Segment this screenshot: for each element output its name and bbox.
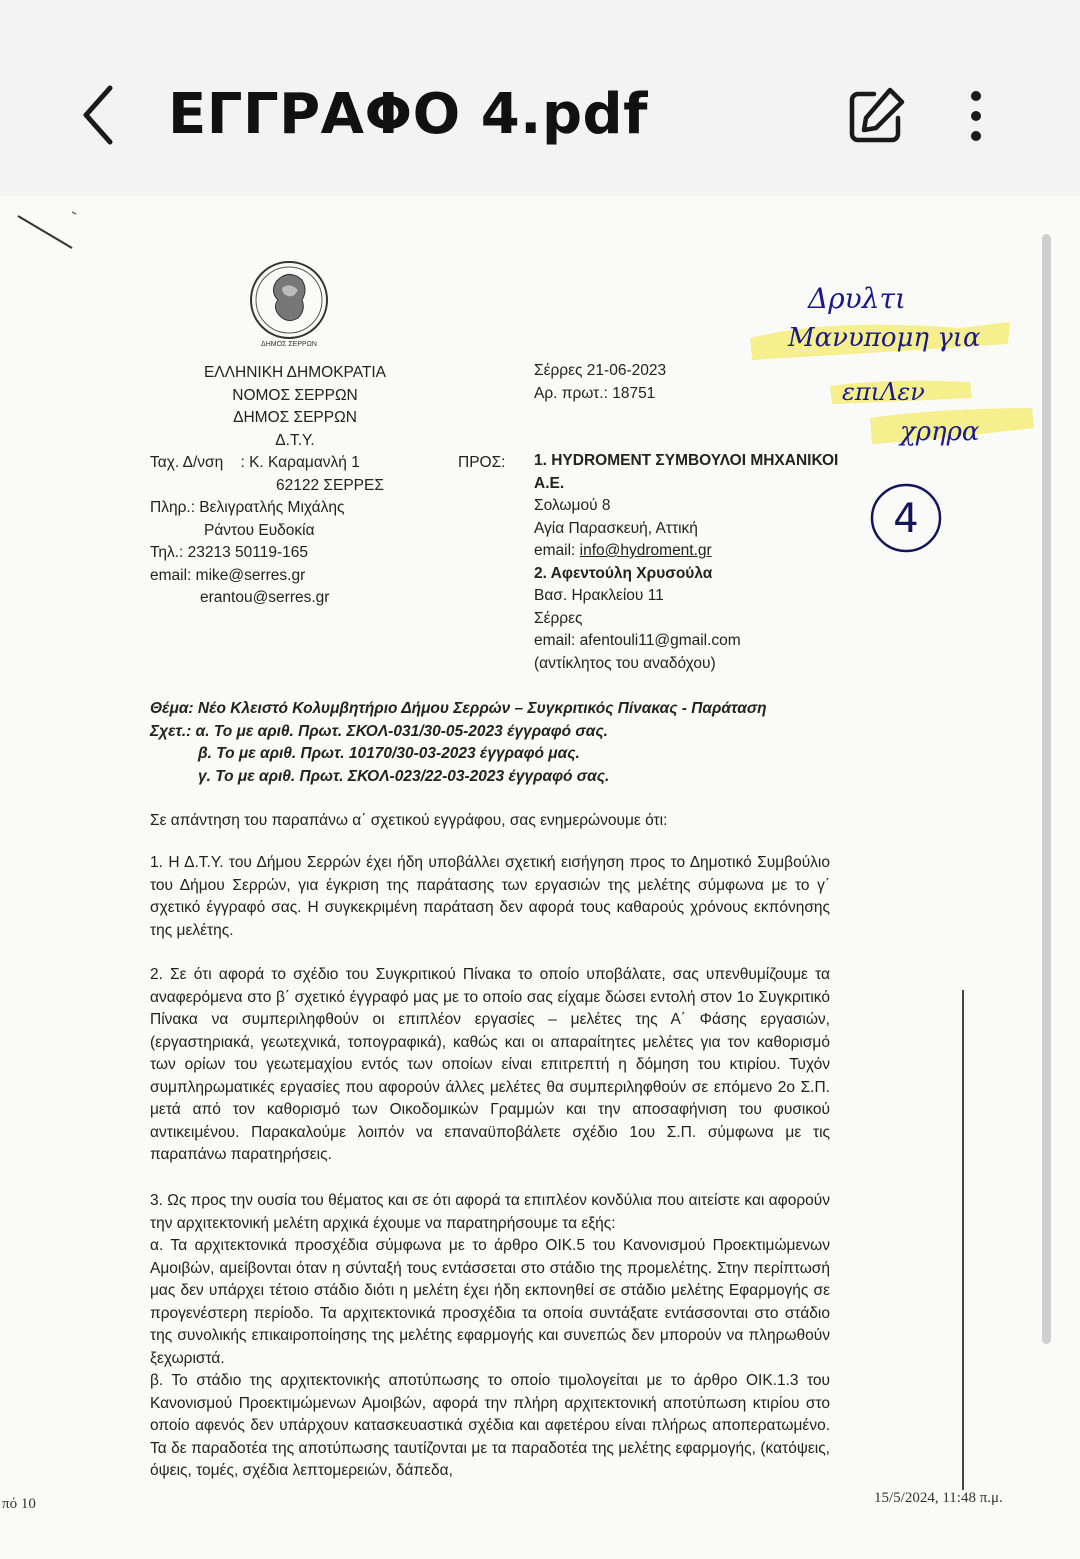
circled-number [866,478,946,558]
edit-button[interactable] [844,84,908,148]
recipient-1-name: 1. HYDROMENT ΣΥΜΒΟΥΛΟΙ ΜΗΧΑΝΙΚΟΙ [534,452,839,469]
contact-person-2: Ράντου Ευδοκία [204,521,315,539]
paragraph-3-intro: 3. Ως προς την ουσία του θέματος και σε ότι αφορά τα επιπλέον κονδύλια που αιτείστε και αφορούν την αρχιτεκτονική μελέτη αρχικά έχουμε να παρατηρήσουμε τα εξής: [150,1192,830,1232]
handwritten-line-2: Μανυπομη για [788,323,981,353]
recipient-1-email-link[interactable]: info@hydroment.gr [579,542,712,559]
back-button[interactable] [72,80,132,150]
edit-icon [844,84,908,148]
sender-line: Δ.Τ.Υ. [275,431,315,449]
date: Σέρρες 21-06-2023 [534,362,667,379]
postal-code: 62122 ΣΕΡΡΕΣ [276,476,384,494]
address-value: : Κ. Καραμανλή 1 [240,454,360,471]
seal-text: ΔΗΜΟΣ ΣΕΡΡΩΝ [261,341,317,348]
phone: Τηλ.: 23213 50119-165 [150,544,309,561]
print-timestamp: 15/5/2024, 11:48 π.μ. [874,1490,1003,1506]
intro-paragraph: Σε απάντηση του παραπάνω α΄ σχετικού εγγράφου, σας ενημερώνουμε ότι: [150,812,668,829]
contact-person: Πληρ.: Βελιγρατλής Μιχάλης [150,499,345,516]
paragraph-3a: α. Τα αρχιτεκτονικά προσχέδια σύμφωνα με το άρθρο ΟΙΚ.5 του Κανονισμού Προεκτιμώμενων Αμοιβών, αμείβονται όταν η σύνταξή τους εντάσσεται στο στάδιο της προμελέτης. Στην περίπτωσή μας δεν υπάρχει τέτοιο στάδιο διότι η μελέτη έχει ήδη εκπονηθεί σε στάδιο μελέτης Εφαρμογής σε προγενέστερη περίοδο. Τα αρχιτεκτονικά προσχέδια τα οποία συντάξατε εντάσσονται στο στάδιο της συνολικής επικαιροποίησης της μελέτης εφαρμογής και συνεπώς δεν μπορούν να πληρωθούν ξεχωριστά. [150,1237,830,1367]
email-1: email: mike@serres.gr [150,566,306,584]
recipients-label: ΠΡΟΣ: [458,454,506,471]
subject-block [150,698,850,788]
related-c: γ. Το με αριθ. Πρωτ. ΣΚΟΛ-023/22-03-2023 έγγραφό σας. [198,767,610,785]
paragraph-3b: β. Το στάδιο της αρχιτεκτονικής αποτύπωσης το οποίο τιμολογείται με το άρθρο ΟΙΚ.1.3 του Κανονισμού Προεκτιμώμενων Αμοιβών, αφορά την πλήρη αρχιτεκτονική αποτύπωση κτιρίου στο οποίο αφενός δεν υπάρχουν κατασκευαστικά σχέδια και αφετέρου είναι πλήρως αποπερατωμένο. Τα δε παραδοτέα της αποτύπωσης ταυτίζονται με τα παραδοτέα της μελέτης εφαρμογής, (κατόψεις, όψεις, τομές, σχέδια λεπτομερειών, δάπεδα, [150,1372,830,1479]
subject-title: Θέμα: Νέο Κλειστό Κολυμβητήριο Δήμου Σερρών – Συγκριτικός Πίνακας - Παράταση [150,700,767,717]
handwritten-line-3: επιΛεν [842,378,925,406]
page-info: πό 10 [2,1496,36,1512]
recipient-1-email-label: email: [534,542,580,559]
recipients-block [534,450,854,675]
paragraph-1: 1. Η Δ.Τ.Υ. του Δήμου Σερρών έχει ήδη υποβάλλει σχετική εισήγηση προς το Δημοτικό Συμβούλιο του Δήμου Σερρών, για έγκριση της παράτασης των εργασιών της μελέτης σύμφωνα με το γ΄ σχετικό έγγραφό σας. Η συγκεκριμένη παράταση δεν αφορά τους καθαρούς χρόνους εκπόνησης της μελέτης. [150,854,830,939]
circled-number-text: 4 [893,496,919,542]
handwritten-line-4: χρηρα [900,417,980,447]
recipient-2-city: Σέρρες [534,609,583,627]
paragraph-2: 2. Σε ότι αφορά το σχέδιο του Συγκριτικού Πίνακα το οποίο υποβάλατε, σας υπενθυμίζουμε τα αναφερόμενα στο β΄ σχετικό έγγραφό μας με το οποίο σας είχαμε δώσει εντολή στον 1ο Συγκριτικό Πίνακα να συμπεριληφθούν οι επιπλέον εργασίες – μελέτες της Α΄ Φάσης εργασιών, (εργαστηριακά, γεωτεχνικά, τοπογραφικά), καθώς και οι απαραίτητες μελέτες για τον καθορισμό των ορίων του γεωτεμαχίου εντός των οποίων είναι επιτρεπτή η δόμηση του κτιρίου. Τυχόν συμπληρωματικές εργασίες που αφορούν άλλες μελέτες θα συμπεριληφθούν σε επόμενο 2ο Σ.Π. μετά από τον καθορισμό των Οικοδομικών Γραμμών και την αποσαφήνιση του φυσικού αντικειμένου. Παρακαλούμε λοιπόν να επαναϋποβάλετε σχέδιο 1ου Σ.Π. σύμφωνα με τις παραπάνω παρατηρήσεις. [150,966,830,1163]
recipient-2-email: email: afentouli11@gmail.com [534,632,741,649]
address-label: Ταχ. Δ/νση [150,454,224,471]
margin-line [962,990,964,1490]
recipient-1-street: Σολωμού 8 [534,497,611,514]
protocol-number: Αρ. πρωτ.: 18751 [534,384,656,402]
sender-line: ΕΛΛΗΝΙΚΗ ΔΗΜΟΚΡΑΤΙΑ [203,364,387,381]
sender-block [150,362,450,610]
app-bar [0,0,1080,196]
sender-line: ΔΗΜΟΣ ΣΕΡΡΩΝ [233,409,357,426]
related-a: Σχετ.: α. Το με αριθ. Πρωτ. ΣΚΟΛ-031/30-05-2023 έγγραφό σας. [150,722,608,740]
recipient-2-street: Βασ. Ηρακλείου 11 [534,587,664,604]
related-b: β. Το με αριθ. Πρωτ. 10170/30-03-2023 έγγραφό μας. [198,745,580,762]
municipality-seal-icon [248,260,330,350]
handwritten-line-1: Δρυλτι [808,282,906,315]
handwritten-annotation [740,268,1040,468]
more-options-button[interactable] [954,84,998,148]
more-vertical-icon [954,84,998,148]
recipient-1-name-2: Α.Ε. [534,474,565,492]
scrollbar[interactable] [1042,234,1051,1344]
chevron-left-icon [72,80,132,150]
recipient-1-city: Αγία Παρασκευή, Αττική [534,519,698,537]
sender-line: ΝΟΜΟΣ ΣΕΡΡΩΝ [232,386,358,404]
recipient-2-name: 2. Αφεντούλη Χρυσούλα [534,564,713,582]
recipient-2-note: (αντίκλητος του αναδόχου) [534,654,716,672]
document-title: ΕΓΓΡΑΦΟ 4.pdf [168,82,648,147]
scan-mark-icon [12,200,92,260]
email-2: erantou@serres.gr [200,589,330,606]
